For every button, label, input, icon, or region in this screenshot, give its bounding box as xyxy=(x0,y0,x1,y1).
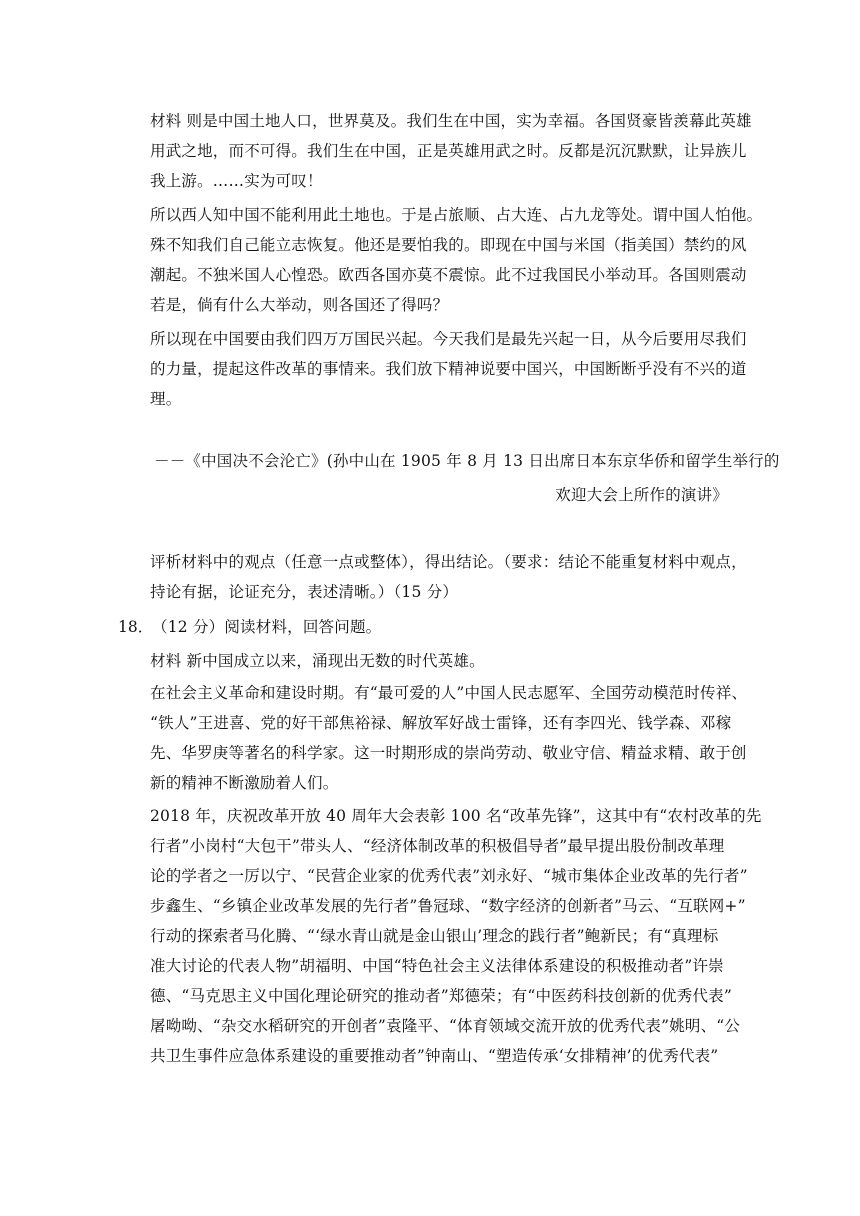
text-line: （12 分）阅读材料，回答问题。 xyxy=(152,618,382,636)
material-paragraph-3 xyxy=(150,324,747,414)
text-line: 材料 则是中国土地人口，世界莫及。我们生在中国，实为幸福。各国贤豪皆羡幕此英雄 xyxy=(150,112,752,130)
text-line: 共卫生事件应急体系建设的重要推动者”钟南山、“塑造传承‘女排精神’的优秀代表” xyxy=(150,1047,719,1065)
text-line: 材料 新中国成立以来，涌现出无数的时代英雄。 xyxy=(150,652,485,670)
text-line: 行动的探索者马化腾、“‘绿水青山就是金山银山’理念的践行者”鲍新民；有“真理标 xyxy=(150,927,719,945)
question-prompt xyxy=(150,547,747,607)
text-line: 行者”小岗村“大包干”带头人、“经济体制改革的积极倡导者”最早提出股份制改革理 xyxy=(150,837,725,855)
text-line: 持论有据，论证充分，表述清晰。）（15 分） xyxy=(150,583,459,601)
question-header xyxy=(152,612,730,642)
question-number: 18． xyxy=(118,618,154,636)
text-line: 新的精神不断激励着人们。 xyxy=(150,774,339,792)
text-line: 步鑫生、“乡镇企业改革发展的先行者”鲁冠球、“数字经济的创新者”马云、“互联网+” xyxy=(150,897,746,915)
text-line: 潮起。不独米国人心惶恐。欧西各国亦莫不震惊。此不过我国民小举动耳。各国则震动 xyxy=(150,266,747,284)
text-line: 殊不知我们自己能立志恢复。他还是要怕我的。即现在中国与米国（指美国）禁约的风 xyxy=(150,236,747,254)
text-line: 所以西人知中国不能利用此土地也。于是占旅顺、占大连、占九龙等处。谓中国人怕他。 xyxy=(150,206,763,224)
text-line: 若是，倘有什么大举动，则各国还了得吗？ xyxy=(150,296,449,314)
text-line: 2018 年，庆祝改革开放 40 周年大会表彰 100 名“改革先锋”，这其中有“农村改革的先 xyxy=(150,807,762,825)
text-line: 先、华罗庚等著名的科学家。这一时期形成的崇尚劳动、敬业守信、精益求精、敢于创 xyxy=(150,744,747,762)
text-line: 屠呦呦、“杂交水稻研究的开创者”袁隆平、“体育领域交流开放的优秀代表”姚明、“公 xyxy=(150,1017,741,1035)
material-paragraph-2 xyxy=(150,200,763,320)
text-line: 我上游。……实为可叹！ xyxy=(150,172,323,190)
material-intro xyxy=(150,646,728,676)
text-line: 欢迎大会上所作的演讲》 xyxy=(555,486,728,504)
text-line: 所以现在中国要由我们四万万国民兴起。今天我们是最先兴起一日，从今后要用尽我们 xyxy=(150,330,747,348)
text-line: 的力量，提起这件改革的事情来。我们放下精神说要中国兴，中国断断乎没有不兴的道 xyxy=(150,360,747,378)
text-line: “铁人”王进喜、党的好干部焦裕禄、解放军好战士雷锋，还有李四光、钱学森、邓稼 xyxy=(150,714,732,732)
text-line: 论的学者之一厉以宁、“民营企业家的优秀代表”刘永好、“城市集体企业改革的先行者” xyxy=(150,867,748,885)
text-line: 准大讨论的代表人物”胡福明、中国“特色社会主义法律体系建设的积极推动者”许崇 xyxy=(150,957,724,975)
text-line: 理。 xyxy=(150,390,182,408)
text-line: 评析材料中的观点（任意一点或整体），得出结论。（要求：结论不能重复材料中观点， xyxy=(150,553,747,571)
text-line: 在社会主义革命和建设时期。有“最可爱的人”中国人民志愿军、全国劳动模范时传祥、 xyxy=(150,684,748,702)
material-paragraph-18-2 xyxy=(150,801,762,1071)
text-line: 用武之地，而不可得。我们生在中国，正是英雄用武之时。反都是沉沉默默，让异族儿 xyxy=(150,142,747,160)
material-paragraph-1 xyxy=(150,106,752,196)
text-line: 德、“马克思主义中国化理论研究的推动者”郑德荣；有“中医药科技创新的优秀代表” xyxy=(150,987,732,1005)
material-paragraph-18-1 xyxy=(150,678,748,798)
source-citation xyxy=(154,446,780,510)
text-line: －－《中国决不会沦亡》(孙中山在 1905 年 8 月 13 日出席日本东京华侨和留学生举行的 xyxy=(154,452,780,470)
